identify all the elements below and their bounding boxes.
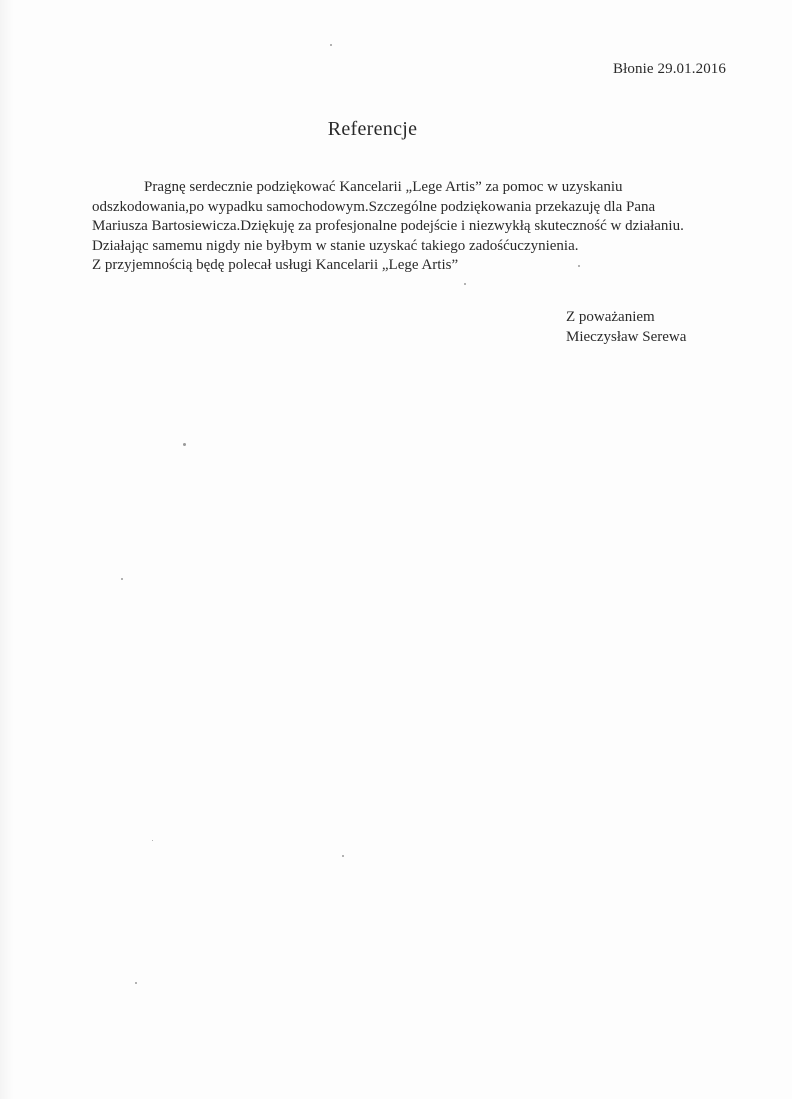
scan-speck: [135, 982, 137, 984]
body-line: Pragnę serdecznie podziękować Kancelarii „Lege Artis” za pomoc w uzyskaniu: [144, 179, 623, 195]
scan-speck: [183, 443, 186, 446]
scan-speck: [578, 265, 580, 267]
scan-speck: [330, 44, 332, 46]
body-line: Działając samemu nigdy nie byłbym w stanie uzyskać takiego zadośćuczynienia.: [92, 237, 579, 254]
body-line: Mariusza Bartosiewicza.Dziękuję za profesjonalne podejście i niezwykłą skuteczność w działaniu.: [92, 218, 684, 234]
place-and-date: Błonie 29.01.2016: [613, 61, 726, 77]
scan-speck: [121, 578, 123, 580]
signatory-name: Mieczysław Serewa: [566, 328, 687, 345]
scan-edge-shadow: [0, 0, 14, 1099]
closing-block: [566, 308, 686, 347]
scan-speck: [152, 840, 153, 841]
letter-body: [92, 178, 732, 276]
closing-phrase: Z poważaniem: [566, 309, 655, 325]
document-title: Referencje: [327, 118, 418, 140]
body-line: Z przyjemnością będę polecał usługi Kancelarii „Lege Artis”: [92, 257, 459, 273]
body-line: odszkodowania,po wypadku samochodowym.Szczególne podziękowania przekazuję dla Pana: [92, 198, 656, 215]
scan-speck: [342, 855, 344, 857]
scan-speck: [464, 283, 466, 285]
